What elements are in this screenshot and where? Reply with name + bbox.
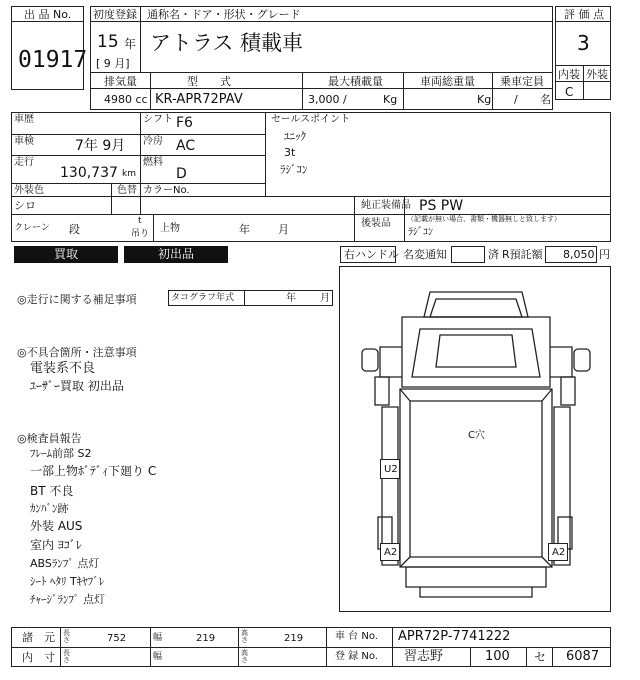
inner-len-label: 長さ [63,649,70,664]
gvw-unit: Kg [477,93,492,106]
plate-number: 6087 [566,649,600,664]
color-label: 外装色 [14,185,44,196]
first-listing-badge: 初出品 [124,246,228,263]
inspector-title: ◎検査員報告 [17,432,82,445]
crane-label: クレーン [14,223,50,233]
defect-1: 電装系不良 [30,361,96,376]
mark-u2: U2 [384,464,398,475]
plate-label: 登 録 No. [335,651,378,662]
inspector-item-9: ﾁｬｰｼﾞﾗﾝﾌﾟ 点灯 [30,593,105,606]
crane-t: t [138,216,142,226]
upper-label: 上物 [160,223,180,234]
load-label: 最大積載量 [328,75,383,88]
name-change-box [451,246,485,263]
ext-label: 外装 [586,68,608,81]
tax-mark: 済 [488,248,499,261]
mileage-value: 130,737 [60,165,118,181]
equip-label: 純正装備品 [361,200,411,211]
score-label: 評 価 点 [564,8,604,21]
plate-kana: セ [534,650,547,664]
cap-unit: 名 [540,93,551,106]
mark-c-hole: C穴 [468,430,485,441]
inspector-item-4: ｶﾝﾊﾞﾝ跡 [30,502,69,515]
sales-label: セールスポイント [271,114,351,125]
lot-label: 出 品 No. [24,8,72,21]
retrofit-value: ﾗｼﾞｺﾝ [408,227,433,238]
deposit-value: 8,050 [563,248,595,261]
int-label: 内装 [558,68,580,81]
len-value: 752 [107,633,127,644]
upper-month: 月 [278,223,289,236]
inspect-value: 7年 9月 [75,138,126,154]
model-value: KR-APR72PAV [155,92,243,107]
sales-point-1: ﾕﾆｯｸ [284,130,306,143]
buy-badge: 買取 [14,246,118,263]
model-label: 型 式 [187,75,231,88]
history-label: 車歴 [14,114,34,125]
yen-unit: 円 [599,248,610,261]
hei-label: 高さ [241,629,248,644]
equip-value: PS PW [419,198,464,214]
retrofit-note: （記載が無い場合、書類・機器無しと致します） [407,215,561,223]
crane-stage: 段 [69,223,80,236]
lot-number: 01917 [18,47,88,73]
inspector-item-1: ﾌﾚｰﾑ前部 S2 [30,447,92,460]
inspector-item-7: ABSﾗﾝﾌﾟ 点灯 [30,557,100,570]
crane-hang: 吊り [131,229,150,239]
plate-area: 習志野 [404,649,444,664]
fuel-value: D [176,166,187,182]
color-no-label: カラーNo. [143,185,190,196]
fuel-label: 燃料 [143,157,163,168]
disp-value: 4980 cc [104,93,148,106]
defect-2: ﾕｰｻﾞｰ買取 初出品 [30,379,124,393]
load-value: 3,000 / [308,93,347,106]
tacho-month: 月 [320,293,330,304]
inspector-item-3: BT 不良 [30,484,74,498]
len-label: 長さ [63,629,70,644]
color-value: シロ [14,199,36,212]
chassis-label: 車 台 No. [335,631,378,642]
damage-diagram [339,266,611,612]
gvw-label: 車両総重量 [420,75,475,88]
color-change-label: 色替 [117,185,137,196]
reg-label: 初度登録 [93,8,137,21]
hei-value: 219 [284,633,304,644]
inspector-item-6: 室内 ﾖｺﾞﾚ [30,538,82,552]
inspect-label: 車検 [14,136,34,147]
defect-title: ◎不具合箇所・注意事項 [17,346,137,359]
name-change-label: 名変通知 [403,248,447,261]
vehicle-name: アトラス 積載車 [150,31,304,55]
chassis-value: APR72P-7741222 [398,629,511,644]
wid-value: 219 [196,633,216,644]
mark-a2-right: A2 [552,547,566,558]
inspector-item-2: 一部上物ﾎﾞﾃﾞｨ下廻り C [30,464,157,478]
rhd-label: 右ハンドル [344,248,399,261]
mileage-unit: km [122,169,136,179]
dims-label: 諸 元 [22,631,55,644]
cap-label: 乗車定員 [500,75,544,88]
reg-year: 15 [97,32,119,52]
sales-point-2: 3t [284,146,296,159]
upper-year: 年 [239,223,250,236]
deposit-label: R預託額 [502,248,543,261]
tacho-label: タコグラフ年式 [171,293,235,303]
wid-label: 幅 [153,633,163,643]
aircon-label: 冷房 [143,136,163,147]
shift-label: シフト [143,114,173,125]
drive-notes-title: ◎走行に関する補足事項 [17,293,137,306]
inner-wid-label: 幅 [153,652,163,662]
inspector-item-8: ｼｰﾄ ﾍﾀﾘ Tｷﾔﾌﾞﾚ [30,575,105,588]
inner-hei-label: 高さ [241,649,248,664]
sales-point-3: ﾗｼﾞｺﾝ [280,163,308,176]
load-unit: Kg [383,93,398,106]
int-grade: C [565,85,574,99]
year-unit: 年 [124,37,137,51]
shift-value: F6 [176,115,193,131]
mileage-label: 走行 [14,157,34,168]
disp-label: 排気量 [104,75,137,88]
tacho-year: 年 [286,293,296,304]
plate-class: 100 [485,649,510,664]
inner-dims-label: 内 寸 [22,651,55,664]
name-label: 通称名・ドア・形状・グレード [147,8,301,21]
inspector-item-5: 外装 AUS [30,519,83,533]
mark-a2-left: A2 [384,547,398,558]
aircon-value: AC [176,138,196,154]
retrofit-label: 後装品 [361,218,391,229]
reg-month: [ 9 月] [96,57,130,70]
score-value: 3 [577,31,590,55]
cap-value: / [514,93,518,106]
